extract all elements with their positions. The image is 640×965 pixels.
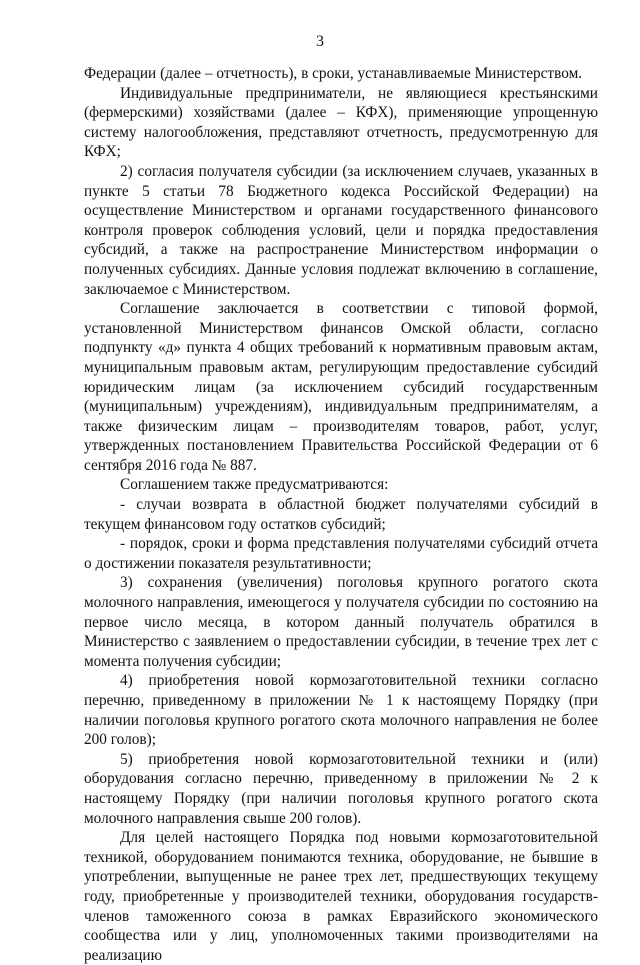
- paragraph-item-3: 3) сохранения (увеличения) поголовья крупного рогатого скота молочного направления, имеющегося у получателя субсидии по состоянию на первое число месяца, в котором данный получатель обратился в Министерство с заявлением о предоставлении субсидии, в течение трех лет с момента получения субсидии;: [84, 574, 598, 670]
- paragraph-item-2: 2) согласия получателя субсидии (за исключением случаев, указанных в пункте 5 статьи 78 Бюджетного кодекса Российской Федерации) на осуществление Министерством и органами государственного финансового контроля проверок соблюдения условий, цели и порядка предоставления субсидий, а также на распространение Министерством информации о полученных субсидиях. Данные условия подлежат включению в соглашение, заключаемое с Министерством.: [84, 162, 598, 298]
- paragraph-agreement-provisions: Соглашением также предусматриваются:: [120, 476, 389, 494]
- paragraph-continuation: Федерации (далее – отчетность), в сроки, устанавливаемые Министерством.: [84, 65, 583, 82]
- list-item-reporting: - порядок, сроки и форма представления получателями субсидий отчета о достижении показателя результативности;: [84, 535, 598, 572]
- paragraph-item-4: 4) приобретения новой кормозаготовительной техники согласно перечню, приведенному в приложении № 1 к настоящему Порядку (при наличии поголовья крупного рогатого скота молочного направления не более 200 голов);: [84, 672, 598, 749]
- document-body: [84, 64, 598, 965]
- paragraph-item-5: 5) приобретения новой кормозаготовительной техники и (или) оборудования согласно перечню, приведенному в приложении № 2 к настоящему Порядку (при наличии поголовья крупного рогатого скота молочного направления свыше 200 голов).: [84, 750, 598, 827]
- list-item-refund: - случаи возврата в областной бюджет получателями субсидий в текущем финансовом году остатков субсидий;: [84, 496, 598, 533]
- paragraph-definition: Для целей настоящего Порядка под новыми кормозаготовительной техникой, оборудованием понимаются техника, оборудование, не бывшие в употреблении, выпущенные не ранее трех лет, предшествующих текущему году, приобретенные у производителей техники, оборудования государств-членов таможенного союза в рамках Евразийского экономического сообщества или у лиц, уполномоченных такими производителями на реализацию: [84, 829, 598, 964]
- page-number: 3: [316, 33, 324, 50]
- paragraph-agreement: Соглашение заключается в соответствии с типовой формой, установленной Министерством финансов Омской области, согласно подпункту «д» пункта 4 общих требований к нормативным правовым актам, муниципальным правовым актам, регулирующим предоставление субсидий юридическим лицам (за исключением субсидий государственным (муниципальным) учреждениям), индивидуальным предпринимателям, а также физическим лицам – производителям товаров, работ, услуг, утвержденных постановлением Правительства Российской Федерации от 6 сентября 2016 года № 887.: [84, 300, 598, 474]
- paragraph-individual-entrepreneurs: Индивидуальные предприниматели, не являющиеся крестьянскими (фермерскими) хозяйствами (далее – КФХ), применяющие упрощенную систему налогообложения, представляют отчетность, предусмотренную для КФХ;: [84, 84, 598, 161]
